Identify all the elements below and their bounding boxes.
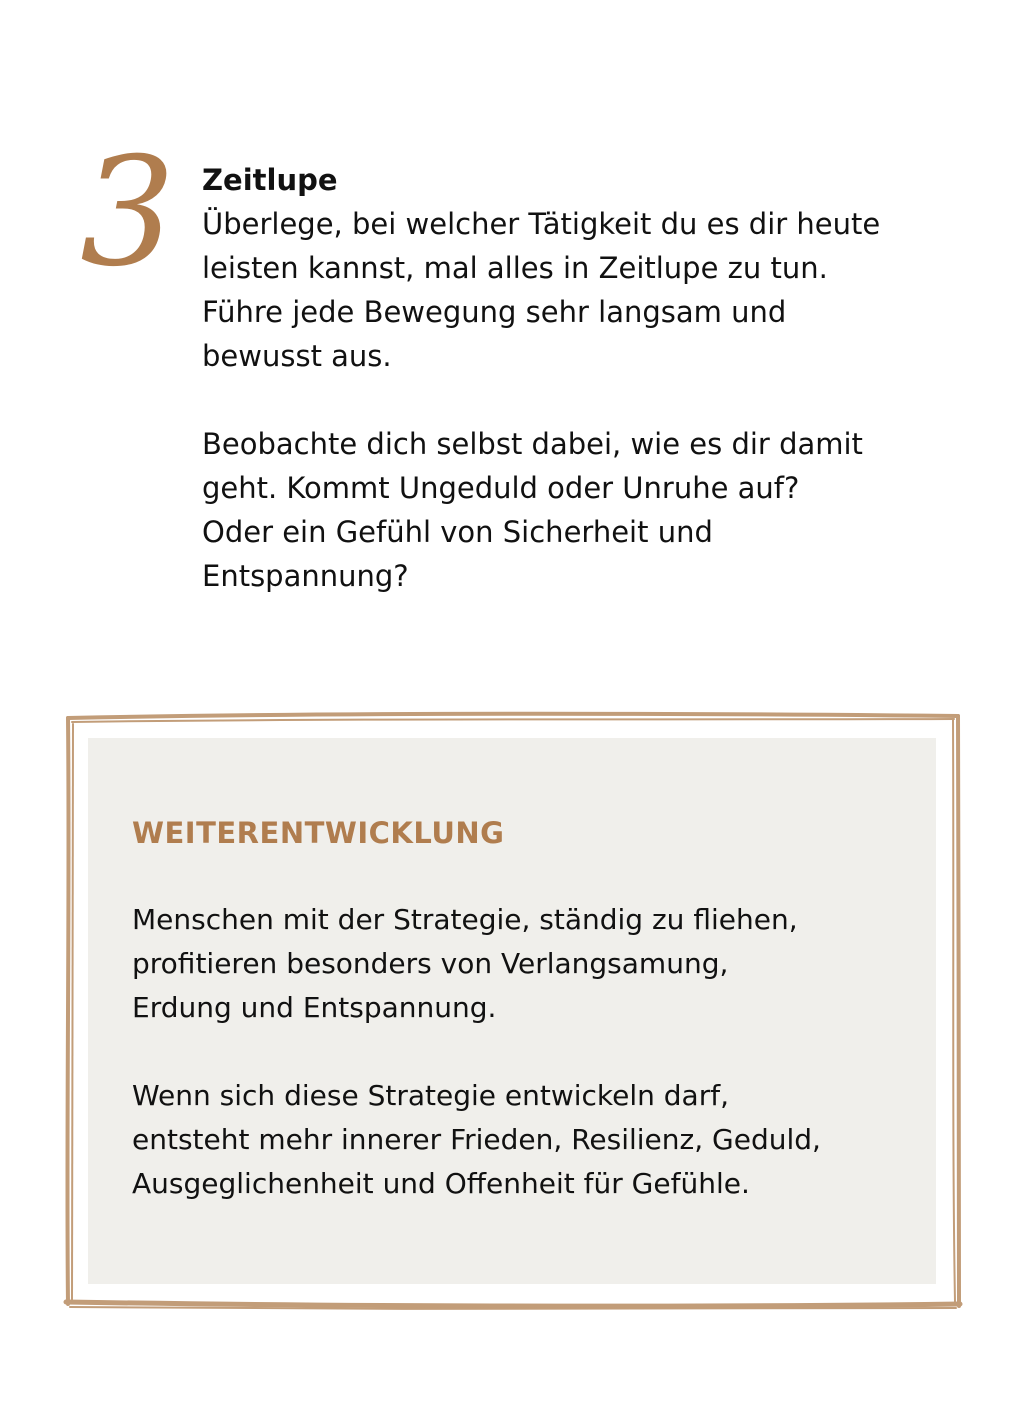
step-paragraph-1: Überlege, bei welcher Tätigkeit du es dir heute leisten kannst, mal alles in Zeitlupe zu tun. Führe jede Bewegung sehr langsam und bewusst aus. [202, 207, 881, 373]
box-heading: WEITERENTWICKLUNG [132, 816, 505, 850]
box-paragraph-2: Wenn sich diese Strategie entwickeln darf, entsteht mehr innerer Frieden, Resilienz, Geduld, Ausgeglichenheit und Offenheit für Gefühle. [132, 1079, 821, 1200]
step-number: 3 [80, 126, 176, 300]
step-section [202, 158, 962, 598]
step-paragraph-2: Beobachte dich selbst dabei, wie es dir damit geht. Kommt Ungeduld oder Unruhe auf? Oder ein Gefühl von Sicherheit und Entspannung? [202, 427, 863, 593]
box-paragraph-1: Menschen mit der Strategie, ständig zu fliehen, profitieren besonders von Verlangsamung, Erdung und Entspannung. [132, 903, 798, 1024]
box-body [132, 898, 912, 1206]
development-box [88, 738, 936, 1284]
step-title: Zeitlupe [202, 163, 338, 197]
